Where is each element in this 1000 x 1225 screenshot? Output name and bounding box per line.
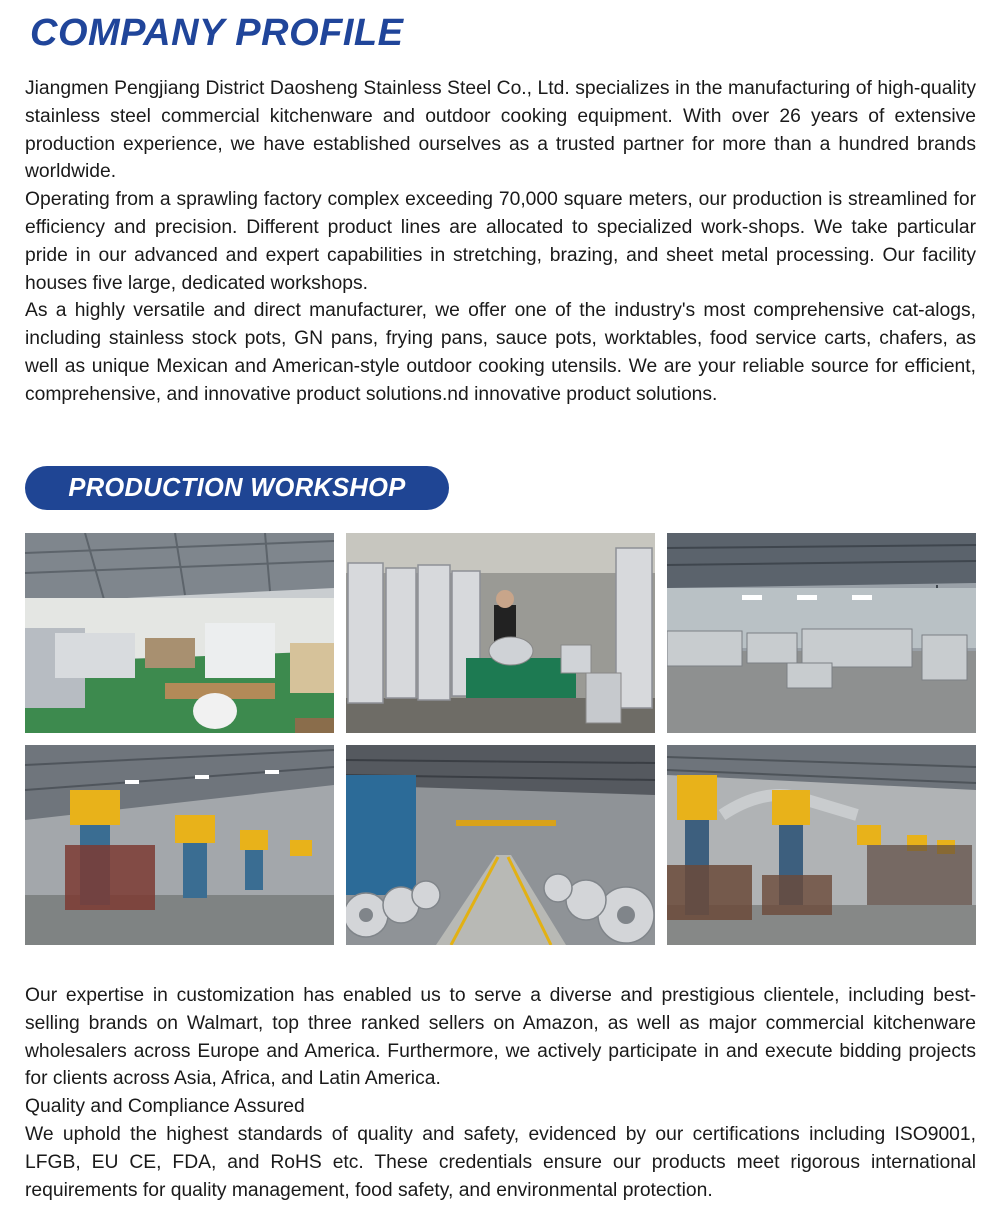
stacked-pots-warehouse-photo bbox=[667, 533, 976, 733]
closing-paragraph-2: We uphold the highest standards of quality and safety, evidenced by our certifications including ISO9001, LFGB, EU CE, FDA, and RoHS etc. These credentials ensure our products meet rigorous international requirements for quality management, food safety, and environmental protection. bbox=[25, 1123, 976, 1201]
closing-text bbox=[25, 982, 976, 1204]
closing-paragraph-1: Our expertise in customization has enabled us to serve a diverse and prestigious clientele, including best-selling brands on Walmart, top three ranked sellers on Amazon, as well as major commercial kitchenware wholesalers across Europe and America. Furthermore, we actively participate in and execute bidding projects for clients across Asia, Africa, and Latin America. bbox=[25, 985, 976, 1090]
hydraulic-press-line-photo bbox=[25, 745, 334, 945]
production-workshop-banner bbox=[25, 466, 449, 510]
company-profile-heading: COMPANY PROFILE bbox=[30, 12, 404, 54]
profile-paragraph-2: Operating from a sprawling factory complex exceeding 70,000 square meters, our production is streamlined for efficiency and precision. Different product lines are allocated to specialized work-shops. We take particular pride in our advanced and expert capabilities in stretching, brazing, and sheet metal processing. Our facility houses five large, dedicated workshops. bbox=[25, 189, 976, 294]
warehouse-with-packed-goods-photo bbox=[25, 533, 334, 733]
workshop-photo-grid bbox=[25, 533, 976, 945]
quality-subheading: Quality and Compliance Assured bbox=[25, 1096, 305, 1118]
steel-coil-aisle-photo bbox=[346, 745, 655, 945]
worker-with-stock-pots-photo bbox=[346, 533, 655, 733]
company-profile-text bbox=[25, 75, 976, 409]
profile-paragraph-1: Jiangmen Pengjiang District Daosheng Stainless Steel Co., Ltd. specializes in the manufacturing of high-quality stainless steel commercial kitchenware and outdoor cooking equipment. With over 26 years of extensive production experience, we have established ourselves as a trusted partner for more than a hundred brands worldwide. bbox=[25, 78, 976, 183]
production-workshop-heading: PRODUCTION WORKSHOP bbox=[68, 473, 406, 502]
profile-paragraph-3: As a highly versatile and direct manufacturer, we offer one of the industry's most comprehensive cat-alogs, including stainless stock pots, GN pans, frying pans, sauce pots, worktables, food service carts, chafers, as well as unique Mexican and American-style outdoor cooking utensils. We are your reliable source for efficient, comprehensive, and innovative product solutions.nd innovative product solutions. bbox=[25, 300, 976, 405]
press-machines-with-duct-photo bbox=[667, 745, 976, 945]
